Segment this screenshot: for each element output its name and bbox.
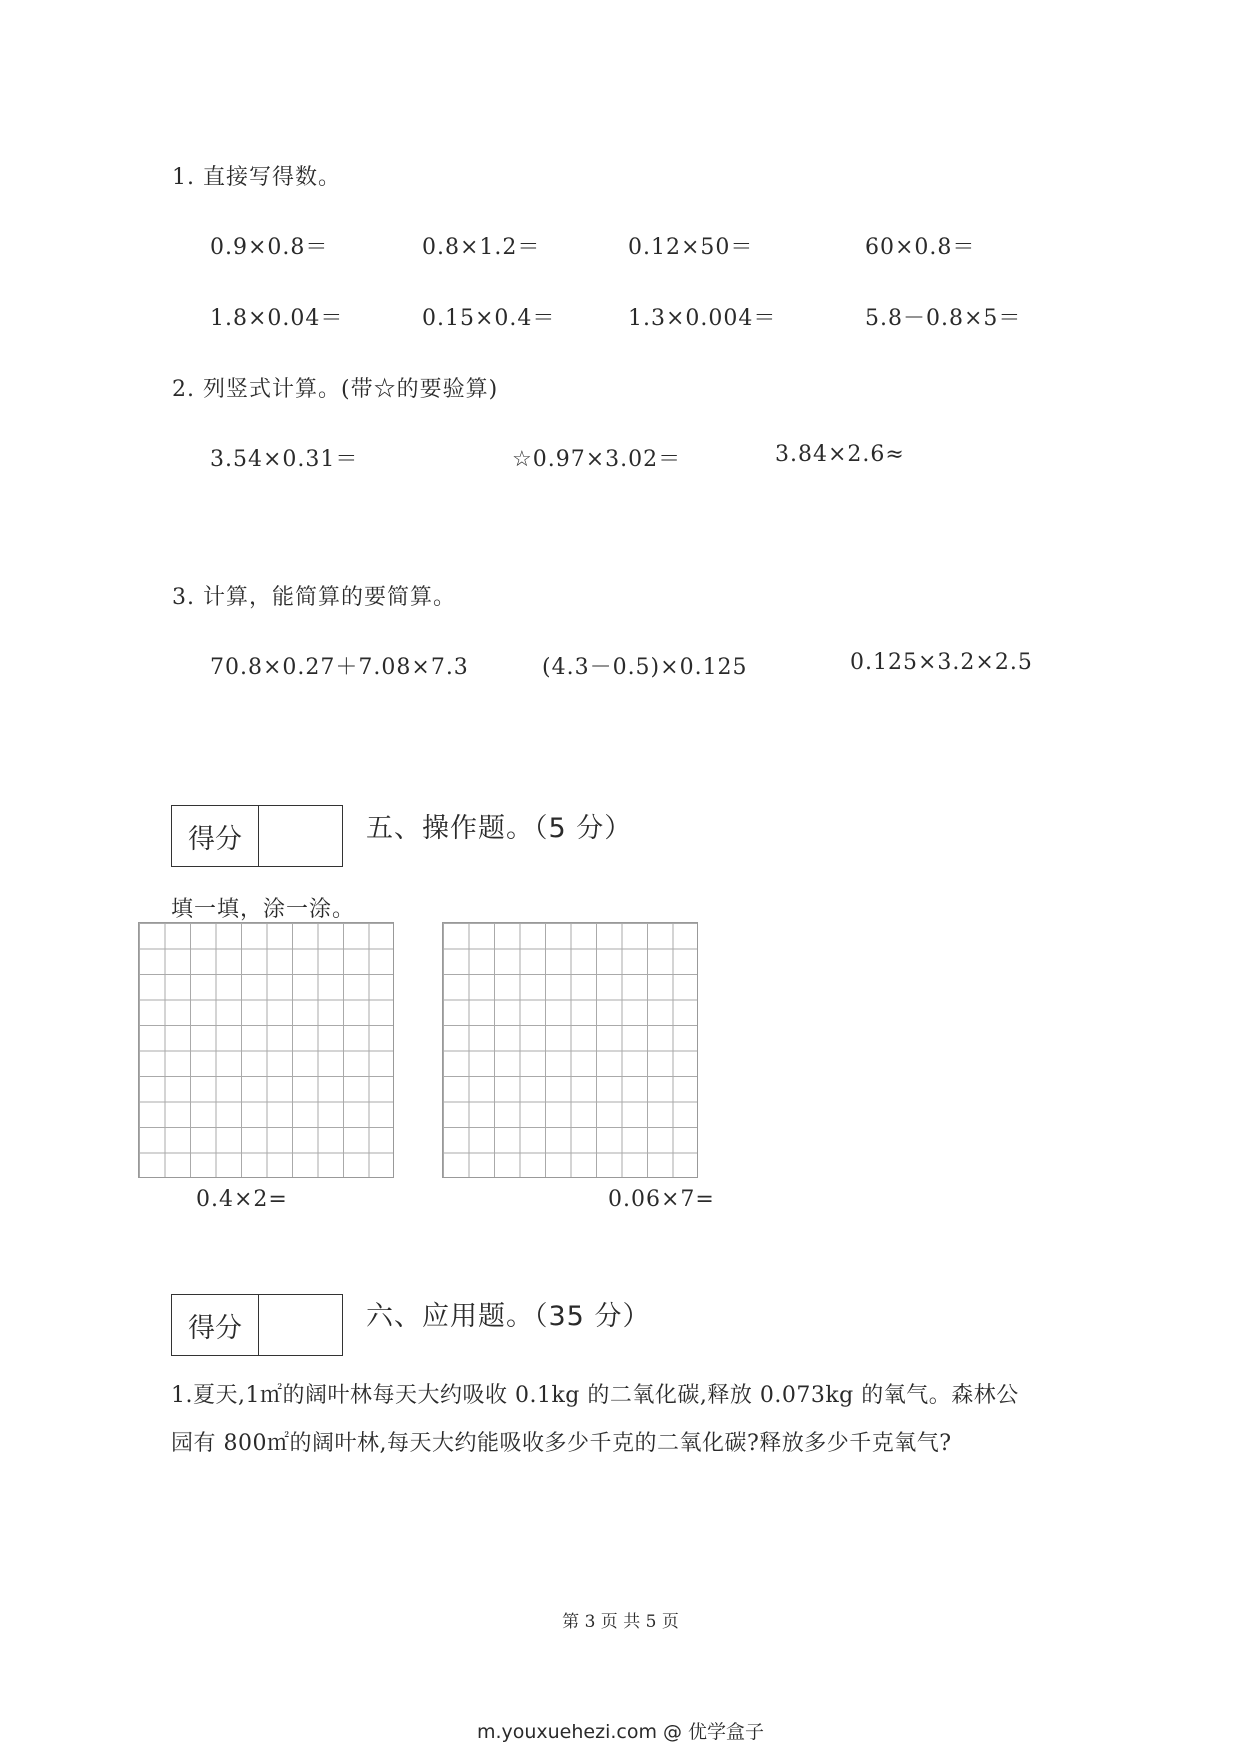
- grid-2[interactable]: [442, 922, 698, 1178]
- q1-expr-1: 0.9×0.8＝: [210, 235, 329, 260]
- q3-title: 3. 计算，能简算的要简算。: [172, 585, 456, 610]
- q1-expr-8: 5.8－0.8×5＝: [865, 306, 1022, 331]
- q2-title: 2. 列竖式计算。(带☆的要验算): [172, 377, 499, 402]
- q1-expr-4: 60×0.8＝: [865, 235, 976, 260]
- q3-expr-3: 0.125×3.2×2.5: [850, 650, 1033, 675]
- score-blank[interactable]: [259, 1295, 342, 1355]
- q3-expr-2: (4.3－0.5)×0.125: [542, 655, 748, 680]
- score-box-section5: [171, 805, 343, 867]
- app-q1-line2: 园有 800㎡的阔叶林,每天大约能吸收多少千克的二氧化碳?释放多少千克氧气?: [171, 1431, 952, 1456]
- site-watermark: m.youxuehezi.com @ 优学盒子: [476, 1721, 765, 1743]
- section6-title: 六、应用题。（35 分）: [366, 1301, 651, 1332]
- score-box-section6: [171, 1294, 343, 1356]
- grid-2-caption: 0.06×7=: [608, 1187, 715, 1212]
- score-label: 得分: [172, 806, 259, 866]
- q3-expr-1: 70.8×0.27＋7.08×7.3: [210, 655, 469, 680]
- app-q1-line1: 1.夏天,1㎡的阔叶林每天大约吸收 0.1kg 的二氧化碳,释放 0.073kg 的氧气。森林公: [171, 1383, 1019, 1408]
- q2-expr-2: ☆0.97×3.02＝: [512, 447, 682, 472]
- q2-expr-3: 3.84×2.6≈: [775, 442, 905, 467]
- grid-1[interactable]: [138, 922, 394, 1178]
- page-number: 第 3 页 共 5 页: [562, 1612, 679, 1632]
- q1-expr-3: 0.12×50＝: [628, 235, 754, 260]
- grid-1-caption: 0.4×2=: [196, 1187, 288, 1212]
- score-blank[interactable]: [259, 806, 342, 866]
- section5-title: 五、操作题。（5 分）: [366, 813, 633, 844]
- q1-expr-6: 0.15×0.4＝: [422, 306, 556, 331]
- score-label: 得分: [172, 1295, 259, 1355]
- section5-instruction: 填一填，涂一涂。: [171, 897, 356, 922]
- q1-expr-2: 0.8×1.2＝: [422, 235, 541, 260]
- q2-expr-1: 3.54×0.31＝: [210, 447, 359, 472]
- q1-expr-7: 1.3×0.004＝: [628, 306, 777, 331]
- q1-title: 1. 直接写得数。: [172, 165, 341, 190]
- q1-expr-5: 1.8×0.04＝: [210, 306, 344, 331]
